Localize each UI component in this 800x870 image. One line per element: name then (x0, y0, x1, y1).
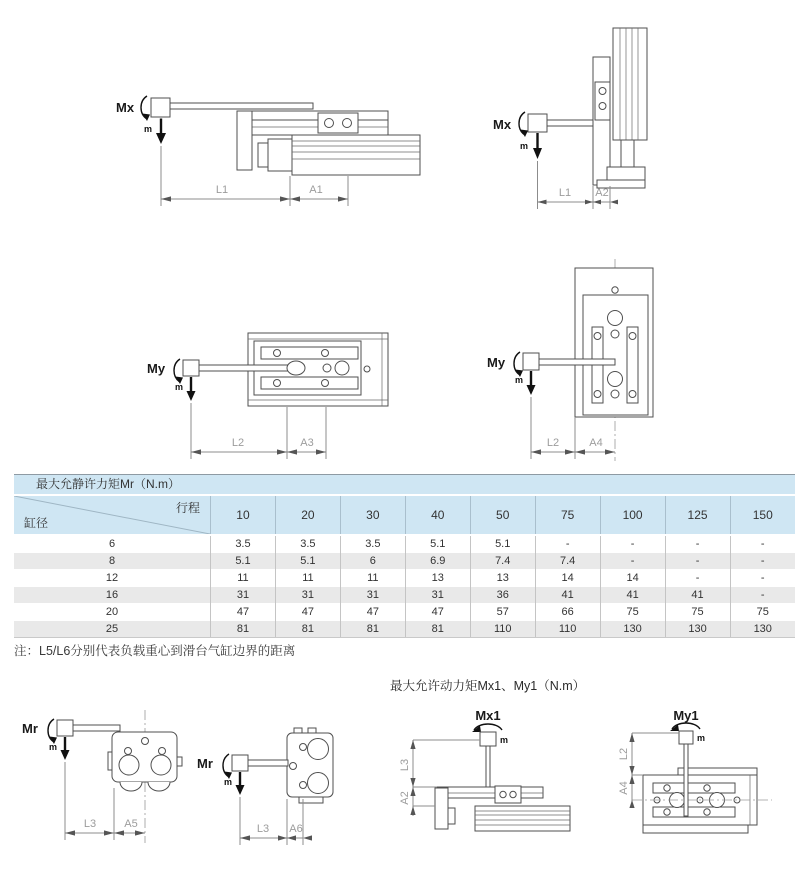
value-cell: 5.1 (470, 535, 535, 553)
stroke-header-150: 150 (730, 496, 795, 535)
load-block-assembly (472, 708, 508, 787)
stroke-header-100: 100 (600, 496, 665, 535)
cylinder-body (435, 786, 570, 831)
load-block (57, 720, 73, 736)
value-cell: 31 (405, 587, 470, 604)
mass-label: m (697, 733, 706, 743)
diagram-mr-front-view (10, 700, 210, 850)
mass-label: m (500, 735, 509, 745)
bore-cell: 12 (14, 570, 211, 587)
value-cell: 130 (730, 621, 795, 638)
dim-label-l3: L3 (83, 818, 97, 830)
value-cell: 47 (340, 604, 405, 621)
value-cell: 3.5 (211, 535, 276, 553)
dim-label-l1: L1 (558, 187, 572, 199)
value-cell: 14 (535, 570, 600, 587)
value-cell: 5.1 (275, 553, 340, 570)
mass-label: m (175, 382, 184, 392)
value-cell: 6.9 (405, 553, 470, 570)
cylinder-body (593, 28, 647, 188)
dimension-lines (191, 403, 326, 459)
value-cell: 57 (470, 604, 535, 621)
diagram-my1-dynamic (610, 695, 800, 860)
table-row-bore-6 (14, 535, 795, 553)
corner-label-bore: 缸径 (24, 516, 49, 530)
moment-label: Mx (116, 100, 135, 115)
dim-label-a2: A2 (399, 791, 411, 805)
diagram-my-top-view (130, 330, 410, 465)
value-cell: 7.4 (535, 553, 600, 570)
dim-label-l2: L2 (618, 747, 630, 761)
footnote: 注：L5/L6分别代表负载重心到滑台气缸边界的距离 (14, 644, 296, 658)
mass-label: m (515, 375, 524, 385)
stroke-header-30: 30 (340, 496, 405, 535)
dim-label-l2: L2 (231, 437, 245, 449)
bore-cell: 20 (14, 604, 211, 621)
moment-label: My1 (673, 708, 699, 723)
table-row-bore-25 (14, 621, 795, 638)
stroke-header-125: 125 (665, 496, 730, 535)
mass-label: m (144, 124, 153, 134)
load-arm (73, 725, 120, 731)
value-cell: - (730, 553, 795, 570)
load-arm (538, 359, 615, 365)
value-cell: 130 (600, 621, 665, 638)
value-cell: - (665, 553, 730, 570)
dim-label-a1: A1 (309, 184, 323, 196)
value-cell: 31 (211, 587, 276, 604)
value-cell: - (730, 535, 795, 553)
stroke-header-75: 75 (535, 496, 600, 535)
value-cell: - (730, 587, 795, 604)
dimension-lines (240, 797, 312, 845)
stroke-header-50: 50 (470, 496, 535, 535)
value-cell: 130 (665, 621, 730, 638)
table-title: 最大允静许力矩Mr（N.m） (14, 475, 795, 496)
load-arm (170, 103, 313, 109)
table-row-bore-20 (14, 604, 795, 621)
value-cell: 11 (340, 570, 405, 587)
load-block-assembly (116, 96, 170, 144)
value-cell: 41 (535, 587, 600, 604)
value-cell: 41 (600, 587, 665, 604)
dim-label-l2: L2 (546, 437, 560, 449)
value-cell: 5.1 (405, 535, 470, 553)
load-block (480, 732, 496, 746)
moment-label: Mr (197, 756, 213, 771)
dim-label-a6: A6 (289, 823, 303, 835)
moment-label: My (487, 355, 506, 370)
value-cell: 13 (405, 570, 470, 587)
value-cell: 110 (535, 621, 600, 638)
diagram-mr-side-view (195, 700, 375, 855)
dim-label-a4: A4 (589, 437, 603, 449)
value-cell: - (600, 535, 665, 553)
value-cell: 11 (211, 570, 276, 587)
value-cell: 75 (730, 604, 795, 621)
value-cell: 81 (211, 621, 276, 638)
bore-cell: 25 (14, 621, 211, 638)
cylinder-body (108, 732, 182, 791)
dim-label-l3: L3 (256, 823, 270, 835)
dim-label-a3: A3 (300, 437, 314, 449)
load-stem (684, 744, 688, 816)
value-cell: 75 (665, 604, 730, 621)
diagram-my-front-view (480, 255, 700, 470)
moment-label: Mx1 (475, 708, 501, 723)
value-cell: 47 (405, 604, 470, 621)
stroke-header-40: 40 (405, 496, 470, 535)
load-arm (199, 365, 298, 371)
value-cell: 110 (470, 621, 535, 638)
value-cell: 41 (665, 587, 730, 604)
dynamic-moment-title: 最大允许动力矩Mx1、My1（N.m） (390, 679, 586, 693)
value-cell: 31 (340, 587, 405, 604)
value-cell: 47 (211, 604, 276, 621)
load-block-assembly (197, 754, 288, 795)
value-cell: - (665, 535, 730, 553)
mass-label: m (520, 141, 529, 151)
value-cell: 14 (600, 570, 665, 587)
value-cell: - (600, 553, 665, 570)
table-row-bore-16 (14, 587, 795, 604)
value-cell: 81 (405, 621, 470, 638)
static-moment-table (14, 474, 795, 638)
cylinder-body (170, 103, 420, 175)
bore-cell: 16 (14, 587, 211, 604)
dim-label-a5: A5 (124, 818, 138, 830)
dim-label-l1: L1 (215, 184, 229, 196)
load-block (183, 360, 199, 376)
table-corner-cell (14, 496, 211, 535)
cylinder-body (575, 268, 653, 417)
diagram-mx-front-view (480, 10, 700, 215)
load-block-assembly (22, 719, 120, 760)
moment-label: Mx (493, 117, 512, 132)
load-block-assembly (493, 112, 593, 159)
value-cell: 31 (275, 587, 340, 604)
stroke-header-20: 20 (275, 496, 340, 535)
load-arm (247, 760, 288, 766)
diagram-mx-side-view (100, 80, 430, 220)
cylinder-body (632, 768, 772, 833)
value-cell: 7.4 (470, 553, 535, 570)
load-stem (486, 746, 490, 787)
value-cell: - (730, 570, 795, 587)
value-cell: 13 (470, 570, 535, 587)
table-header-row (14, 496, 795, 535)
bore-cell: 6 (14, 535, 211, 553)
load-block (151, 98, 170, 117)
value-cell: 5.1 (211, 553, 276, 570)
value-cell: 3.5 (275, 535, 340, 553)
moment-label: Mr (22, 721, 38, 736)
diagram-mx1-dynamic (400, 695, 600, 855)
corner-label-stroke: 行程 (175, 501, 200, 515)
value-cell: - (665, 570, 730, 587)
mass-label: m (49, 742, 58, 752)
value-cell: - (535, 535, 600, 553)
value-cell: 66 (535, 604, 600, 621)
moment-label: My (147, 361, 166, 376)
value-cell: 11 (275, 570, 340, 587)
moment-data-table (14, 496, 795, 638)
load-block (232, 755, 248, 771)
stroke-header-10: 10 (211, 496, 276, 535)
bore-cell: 8 (14, 553, 211, 570)
dim-label-a4: A4 (618, 781, 630, 795)
value-cell: 47 (275, 604, 340, 621)
load-block (679, 731, 693, 744)
table-row-bore-8 (14, 553, 795, 570)
load-arm (546, 120, 593, 126)
dim-label-l3: L3 (399, 758, 411, 772)
load-block (523, 353, 539, 370)
value-cell: 81 (340, 621, 405, 638)
value-cell: 6 (340, 553, 405, 570)
mass-label: m (224, 777, 233, 787)
cylinder-body (287, 728, 333, 803)
value-cell: 36 (470, 587, 535, 604)
value-cell: 81 (275, 621, 340, 638)
dim-label-a2: A2 (595, 187, 609, 199)
load-block (528, 114, 547, 132)
value-cell: 75 (600, 604, 665, 621)
value-cell: 3.5 (340, 535, 405, 553)
table-row-bore-12 (14, 570, 795, 587)
